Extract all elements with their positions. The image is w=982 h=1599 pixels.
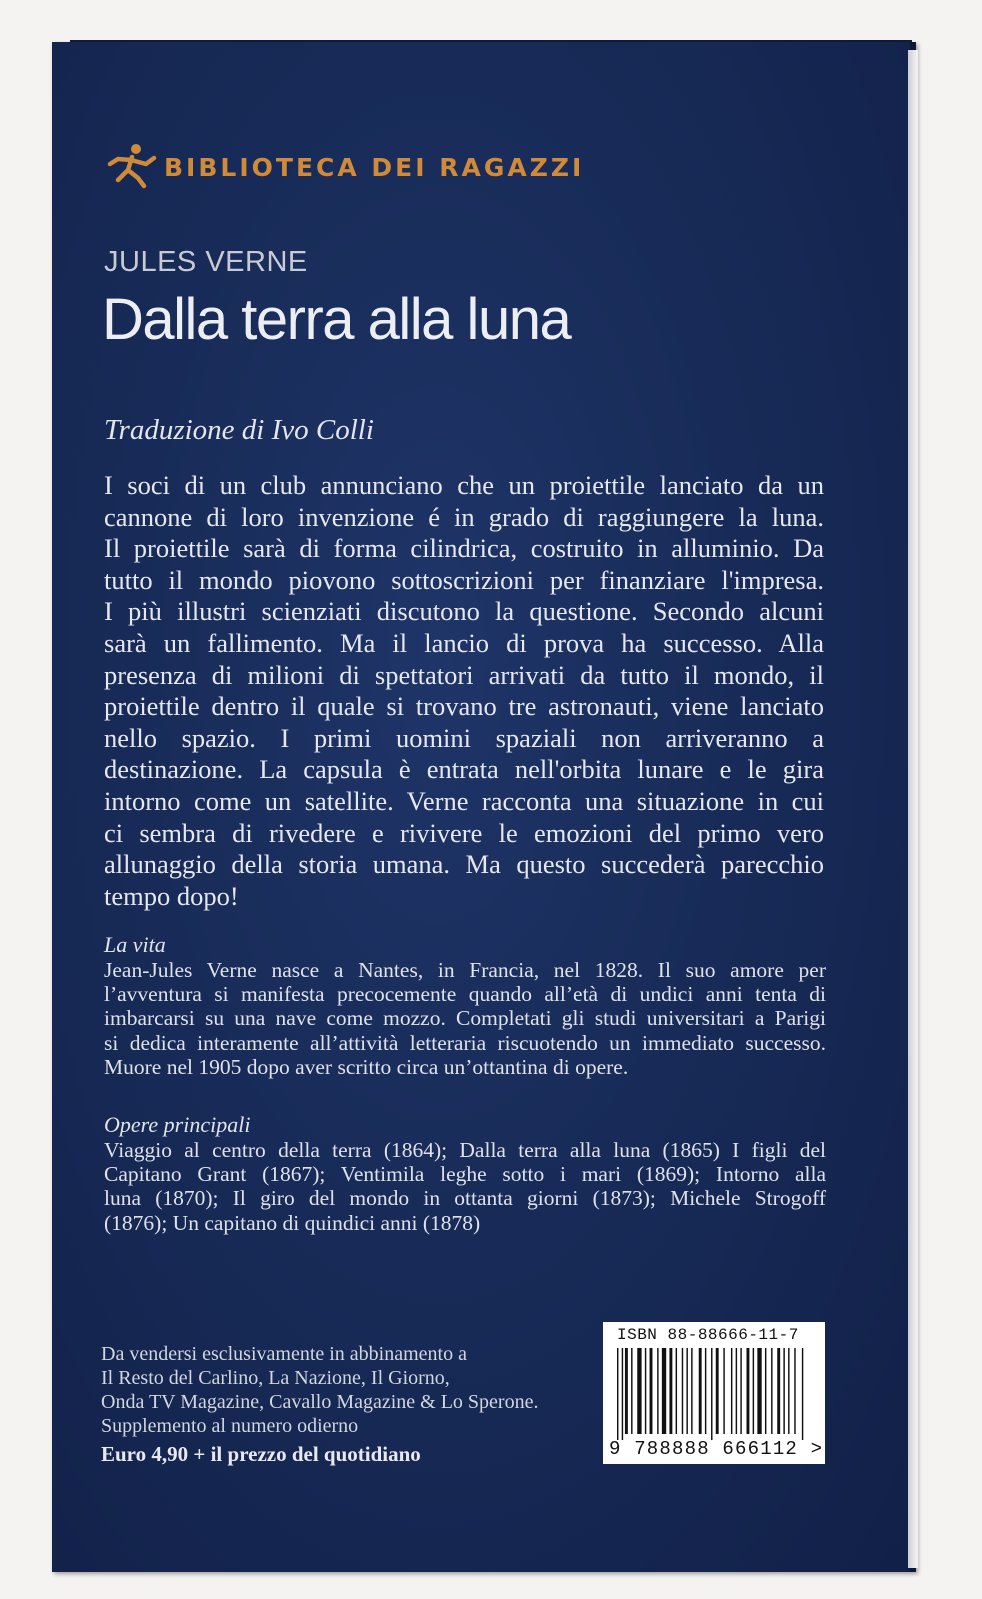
sale-note bbox=[101, 1342, 538, 1438]
barcode-bar bbox=[711, 1348, 712, 1440]
barcode-icon bbox=[617, 1348, 813, 1440]
barcode-bar bbox=[657, 1348, 658, 1434]
translator-credit: Traduzione di Ivo Colli bbox=[104, 414, 374, 446]
works-text bbox=[104, 1138, 826, 1235]
author-name: JULES VERNE bbox=[104, 246, 308, 278]
running-figure-icon bbox=[102, 140, 162, 190]
barcode-bar bbox=[747, 1348, 750, 1434]
barcode-bar bbox=[771, 1348, 772, 1434]
publisher-brand bbox=[102, 140, 584, 190]
barcode-bar bbox=[676, 1348, 677, 1434]
barcode-bar bbox=[699, 1348, 702, 1434]
barcode-bar bbox=[740, 1348, 741, 1434]
barcode-bar bbox=[662, 1348, 666, 1434]
barcode-bar bbox=[777, 1348, 780, 1434]
works-line: luna (1870); Il giro del mondo in ottanta giorni (1873); Michele Strogoff bbox=[104, 1186, 826, 1211]
life-line: l’avventura si manifesta precocemente quando all’età di undici anni tenta di bbox=[104, 982, 826, 1007]
synopsis-line: intorno come un satellite. Verne racconta una situazione in cui bbox=[104, 785, 824, 816]
price: Euro 4,90 + il prezzo del quotidiano bbox=[101, 1442, 421, 1466]
page-edge bbox=[908, 50, 918, 1568]
synopsis-line: I soci di un club annunciano che un proiettile lanciato da un bbox=[104, 470, 824, 500]
barcode-bar bbox=[645, 1348, 646, 1434]
publisher-name: BIBLIOTECA DEI RAGAZZI bbox=[164, 152, 585, 182]
barcode-bar bbox=[802, 1348, 803, 1440]
synopsis-line: I più illustri scienziati discutono la questione. Secondo alcuni bbox=[104, 596, 824, 627]
barcode-bar bbox=[783, 1348, 784, 1434]
works-line: Viaggio al centro della terra (1864); Dalla terra alla luna (1865) I figli del bbox=[104, 1138, 826, 1162]
life-line: Muore nel 1905 dopo aver scritto circa un’ottantina di opere. bbox=[104, 1054, 629, 1079]
works-heading: Opere principali bbox=[104, 1112, 251, 1137]
isbn-label: ISBN 88-88666-11-7 bbox=[617, 1326, 799, 1344]
barcode-bar bbox=[788, 1348, 789, 1434]
barcode-bar bbox=[753, 1348, 754, 1434]
barcode-bar bbox=[705, 1348, 706, 1434]
synopsis-line: allunaggio della storia umana. Ma questo succederà parecchio bbox=[104, 849, 824, 880]
synopsis-line: destinazione. La capsula è entrata nell'orbita lunare e le gira bbox=[104, 754, 824, 785]
barcode-bar bbox=[716, 1348, 719, 1434]
life-heading: La vita bbox=[104, 932, 166, 957]
life-line: si dedica interamente all’attività letteraria riscuotendo un immediato successo. bbox=[104, 1030, 826, 1055]
barcode-bar bbox=[617, 1348, 618, 1440]
synopsis-line: ci sembra di rivedere e rivivere le emozioni del primo vero bbox=[104, 817, 824, 848]
sale-note-line: Il Resto del Carlino, La Nazione, Il Giorno, bbox=[101, 1367, 450, 1389]
barcode-bar bbox=[723, 1348, 724, 1434]
barcode-bar bbox=[794, 1348, 795, 1434]
barcode-box bbox=[603, 1322, 825, 1464]
synopsis-line: presenza di milioni di spettatori arrivati da tutto il mondo, il bbox=[104, 659, 824, 690]
synopsis bbox=[104, 470, 824, 912]
barcode-bar bbox=[650, 1348, 653, 1434]
barcode-bar bbox=[622, 1348, 623, 1440]
barcode-bar bbox=[765, 1348, 766, 1434]
life-line: Jean-Jules Verne nasce a Nantes, in Francia, nel 1828. Il suo amore per bbox=[104, 958, 826, 982]
barcode-bar bbox=[736, 1348, 737, 1434]
barcode-bar bbox=[691, 1348, 692, 1434]
barcode-bar bbox=[669, 1348, 672, 1434]
sale-note-line: Supplemento al numero odierno bbox=[101, 1415, 359, 1437]
barcode-bar bbox=[731, 1348, 732, 1434]
synopsis-line: proiettile dentro il quale si trovano tre astronauti, viene lanciato bbox=[104, 691, 824, 722]
synopsis-line: tempo dopo! bbox=[104, 880, 239, 911]
sale-note-line: Onda TV Magazine, Cavallo Magazine & Lo Sperone. bbox=[101, 1391, 539, 1413]
life-line: imbarcarsi su una nave come mozzo. Completati gli studi universitari a Parigi bbox=[104, 1006, 826, 1031]
book-title: Dalla terra alla luna bbox=[102, 287, 571, 352]
barcode-bar bbox=[686, 1348, 687, 1434]
synopsis-line: cannone di loro invenzione é in grado di raggiungere la luna. bbox=[104, 501, 824, 532]
works-line: (1876); Un capitano di quindici anni (1878) bbox=[104, 1210, 481, 1235]
works-line: Capitano Grant (1867); Ventimila leghe sotto i mari (1869); Intorno alla bbox=[104, 1162, 826, 1187]
life-text bbox=[104, 958, 826, 1079]
synopsis-line: Il proiettile sarà di forma cilindrica, costruito in alluminio. Da bbox=[104, 533, 824, 564]
barcode-bar bbox=[682, 1348, 683, 1434]
sale-note-line: Da vendersi esclusivamente in abbinamento a bbox=[101, 1343, 467, 1365]
barcode-bar bbox=[757, 1348, 761, 1434]
barcode-bar bbox=[625, 1348, 628, 1434]
synopsis-line: nello spazio. I primi uomini spaziali non arriveranno a bbox=[104, 722, 824, 753]
barcode-bar bbox=[631, 1348, 632, 1434]
synopsis-line: sarà un fallimento. Ma il lancio di prova ha successo. Alla bbox=[104, 627, 824, 658]
ean-digits: 9 788888 666112 > bbox=[609, 1438, 824, 1460]
barcode-bar bbox=[637, 1348, 641, 1434]
synopsis-line: tutto il mondo piovono sottoscrizioni per finanziare l'impresa. bbox=[104, 564, 824, 595]
